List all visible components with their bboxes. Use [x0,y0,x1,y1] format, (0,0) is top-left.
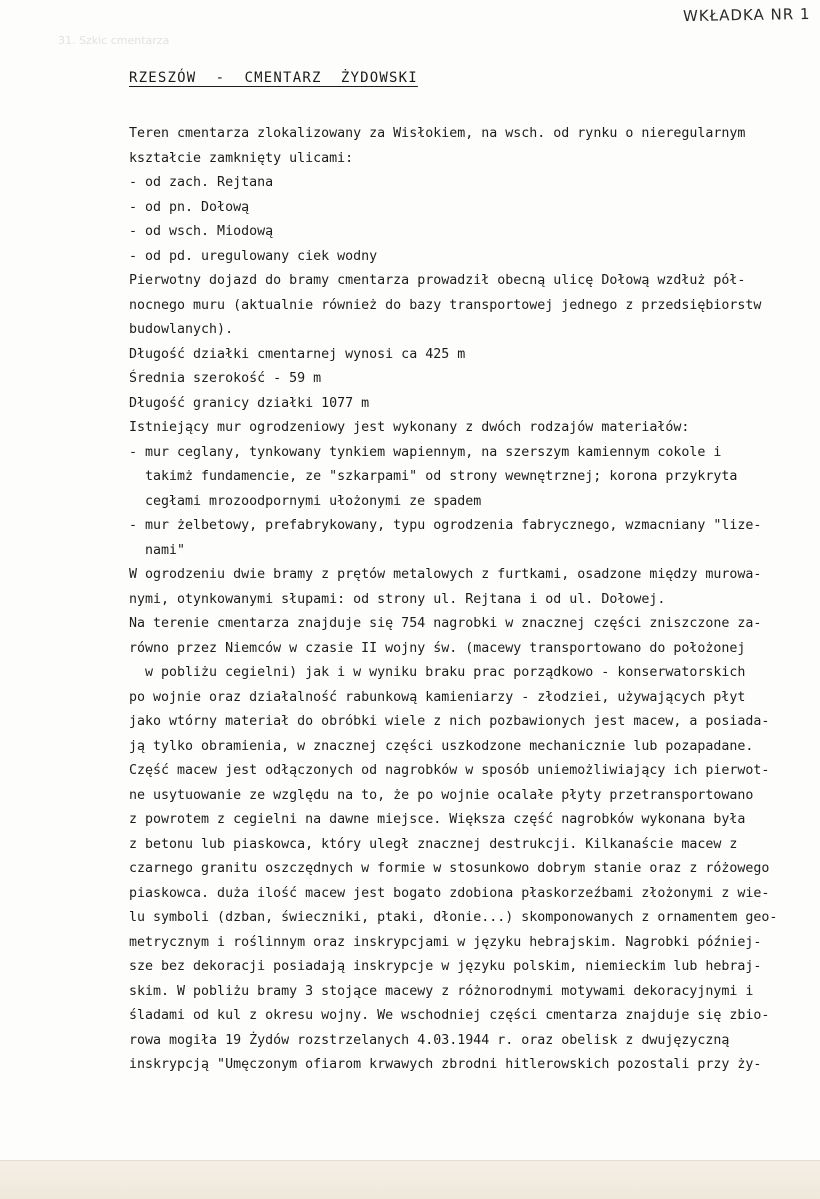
text-line: nymi, otynkowanymi słupami: od strony ul. Rejtana i od ul. Dołowej. [129,591,666,607]
text-line: Długość działki cmentarnej wynosi ca 425 m [129,346,466,362]
text-line: Część macew jest odłączonych od nagrobków w sposób uniemożliwiający ich pierwot- [129,763,770,778]
text-line: Teren cmentarza zlokalizowany za Wisłokiem, na wsch. od rynku o nieregularnym [129,126,746,141]
text-line: lu symboli (dzban, świeczniki, ptaki, dłonie...) skomponowanych z ornamentem geo- [129,910,778,925]
text-line: W ogrodzeniu dwie bramy z prętów metalowych z furtkami, osadzone między murowa- [129,567,762,582]
text-line: z powrotem z cegielni na dawne miejsce. Większa część nagrobków wykonana była [129,812,746,827]
document-title: RZESZÓW - CMENTARZ ŻYDOWSKI [129,70,418,86]
insert-label: WKŁADKA NR 1 [682,4,811,26]
text-line: ją tylko obramienia, w znacznej części uszkodzone mechanicznie lub pozapadane. [129,738,754,754]
list-item-continuation: nami" [145,542,186,558]
text-line: piaskowca. duża ilość macew jest bogato zdobiona płaskorzeźbami złożonymi z wie- [129,885,770,901]
scan-background-strip [0,1160,820,1199]
list-item: - od zach. Rejtana [129,175,274,190]
text-line: równo przez Niemców w czasie II wojny św. (macewy transportowano do położonej [129,640,746,656]
text-line: Istniejący mur ogrodzeniowy jest wykonany z dwóch rodzajów materiałów: [129,420,690,435]
text-line: czarnego granitu oszczędnych w formie w stosunkowo dobrym stanie oraz z różowego [129,861,770,876]
list-item-continuation: cegłami mrozoodpornymi ułożonymi ze spadem [145,493,482,509]
text-line: Średnia szerokość - 59 m [129,371,322,386]
text-line: z betonu lub piaskowca, który uległ znacznej destrukcji. Kilkanaście macew z [129,836,738,852]
list-item: - mur żelbetowy, prefabrykowany, typu ogrodzenia fabrycznego, wzmacniany "lize- [129,518,762,533]
text-line: Na terenie cmentarza znajduje się 754 nagrobki w znacznej części zniszczone za- [129,616,762,631]
text-line: metrycznym i roślinnym oraz inskrypcjami w języku hebrajskim. Nagrobki później- [129,934,762,950]
text-line: jako wtórny materiał do obróbki wiele z nich pozbawionych jest macew, a posiada- [129,714,770,729]
faint-header-text: 31. Szkic cmentarza [58,34,170,47]
text-line: rowa mogiła 19 Żydów rozstrzelanych 4.03.1944 r. oraz obelisk z dwujęzyczną [129,1032,730,1048]
list-item: - od pn. Dołową [129,199,250,215]
list-item: - od pd. uregulowany ciek wodny [129,248,378,264]
text-line: śladami od kul z okresu wojny. We wschodniej części cmentarza znajduje się zbio- [129,1008,770,1023]
text-line: inskrypcją "Umęczonym ofiarom krwawych zbrodni hitlerowskich pozostali przy ży- [129,1057,762,1072]
text-line: kształcie zamknięty ulicami: [129,150,354,166]
text-line: Pierwotny dojazd do bramy cmentarza prowadził obecną ulicę Dołową wzdłuż pół- [129,273,746,288]
list-item-continuation: takimż fundamencie, ze "szkarpami" od strony wewnętrznej; korona przykryta [145,469,738,484]
text-line: nocnego muru (aktualnie również do bazy transportowej jednego z przedsiębiorstw [129,297,762,313]
text-line: skim. W pobliżu bramy 3 stojące macewy z różnorodnymi motywami dekoracyjnymi i [129,983,754,999]
text-line: sze bez dekoracji posiadają inskrypcje w języku polskim, niemieckim lub hebraj- [129,959,762,974]
text-line: budowlanych). [129,322,234,337]
text-line: ne usytuowanie ze względu na to, że po wojnie ocalałe płyty przetransportowano [129,787,754,803]
list-item: - mur ceglany, tynkowany tynkiem wapiennym, na szerszym kamiennym cokole i [129,444,722,460]
text-line: w pobliżu cegielni) jak i w wyniku braku prac porządkowo - konserwatorskich [145,665,746,680]
list-item: - od wsch. Miodową [129,224,274,239]
text-line: po wojnie oraz działalność rabunkową kamieniarzy - złodziei, używających płyt [129,689,746,705]
text-line: Długość granicy działki 1077 m [129,395,370,411]
body-text [129,122,789,1078]
